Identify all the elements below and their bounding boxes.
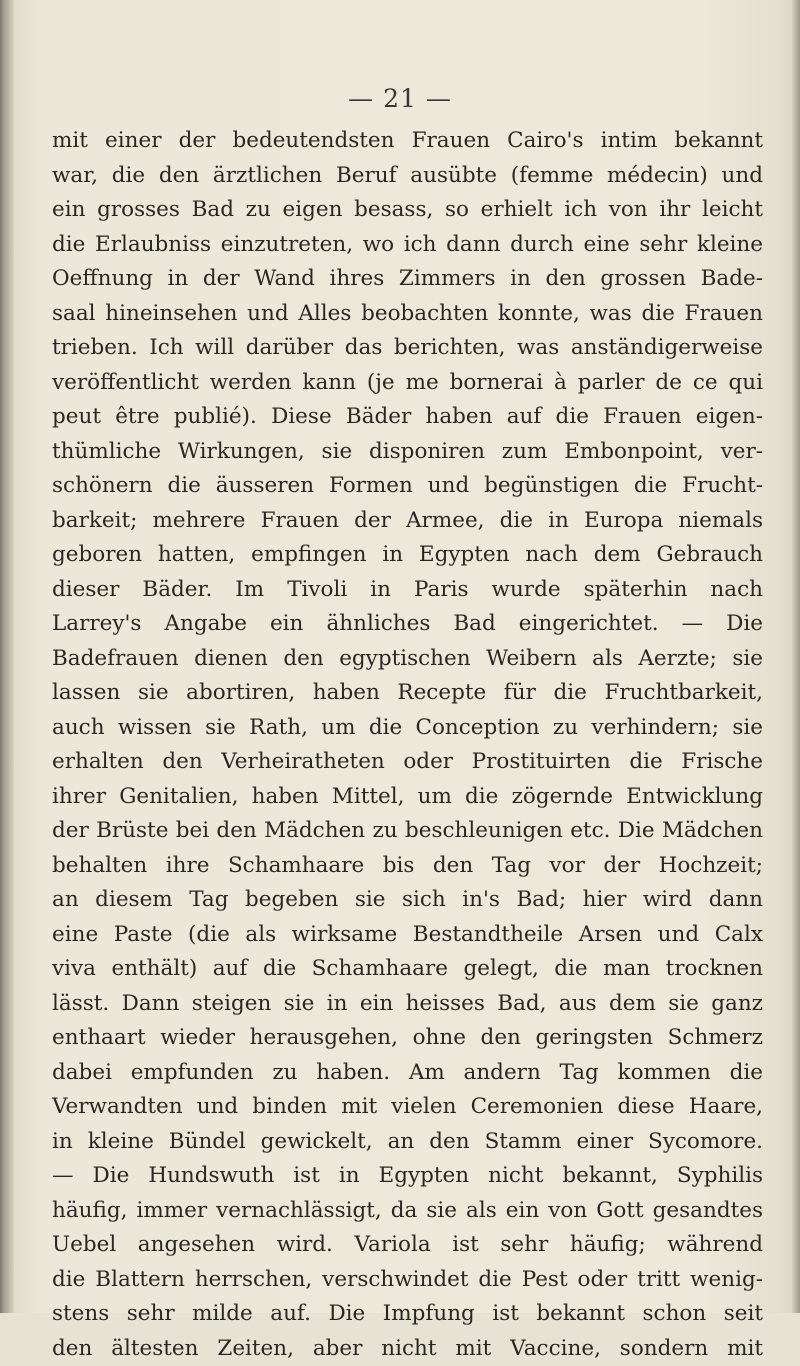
text-line: — Die Hundswuth ist in Egypten nicht bekannt, Syphilis	[52, 1159, 763, 1194]
text-line: in kleine Bündel gewickelt, an den Stamm einer Sycomore.	[52, 1125, 763, 1160]
text-line: saal hineinsehen und Alles beobachten konnte, was die Frauen	[52, 297, 763, 332]
text-line: ein grosses Bad zu eigen besass, so erhielt ich von ihr leicht	[52, 193, 763, 228]
text-line: behalten ihre Schamhaare bis den Tag vor der Hochzeit;	[52, 849, 763, 884]
text-line: die Blattern herrschen, verschwindet die Pest oder tritt wenig-	[52, 1263, 763, 1298]
text-line: veröffentlicht werden kann (je me bornerai à parler de ce qui	[52, 366, 763, 401]
text-line: Larrey's Angabe ein ähnliches Bad eingerichtet. — Die	[52, 607, 763, 642]
text-line: eine Paste (die als wirksame Bestandtheile Arsen und Calx	[52, 918, 763, 953]
text-line: der Brüste bei den Mädchen zu beschleunigen etc. Die Mädchen	[52, 814, 763, 849]
text-line: lässt. Dann steigen sie in ein heisses Bad, aus dem sie ganz	[52, 987, 763, 1022]
text-line: den ältesten Zeiten, aber nicht mit Vaccine, sondern mit	[52, 1332, 763, 1366]
text-line: erhalten den Verheiratheten oder Prostituirten die Frische	[52, 745, 763, 780]
text-line: Verwandten und binden mit vielen Ceremonien diese Haare,	[52, 1090, 763, 1125]
text-line: an diesem Tag begeben sie sich in's Bad; hier wird dann	[52, 883, 763, 918]
text-line: die Erlaubniss einzutreten, wo ich dann durch eine sehr kleine	[52, 228, 763, 263]
text-line: lassen sie abortiren, haben Recepte für die Fruchtbarkeit,	[52, 676, 763, 711]
page-binding-edge	[0, 0, 14, 1313]
page-outer-edge	[792, 0, 800, 1313]
body-text	[52, 124, 763, 1366]
text-line: thümliche Wirkungen, sie disponiren zum Embonpoint, ver-	[52, 435, 763, 470]
text-line: trieben. Ich will darüber das berichten, was anständigerweise	[52, 331, 763, 366]
text-line: enthaart wieder herausgehen, ohne den geringsten Schmerz	[52, 1021, 763, 1056]
text-line: viva enthält) auf die Schamhaare gelegt, die man trocknen	[52, 952, 763, 987]
text-line: mit einer der bedeutendsten Frauen Cairo's intim bekannt	[52, 124, 763, 159]
text-line: dabei empfunden zu haben. Am andern Tag kommen die	[52, 1056, 763, 1091]
text-line: ihrer Genitalien, haben Mittel, um die zögernde Entwicklung	[52, 780, 763, 815]
page-number: — 21 —	[0, 84, 800, 113]
text-line: auch wissen sie Rath, um die Conception zu verhindern; sie	[52, 711, 763, 746]
text-line: Badefrauen dienen den egyptischen Weibern als Aerzte; sie	[52, 642, 763, 677]
text-line: Oeffnung in der Wand ihres Zimmers in den grossen Bade-	[52, 262, 763, 297]
text-line: peut être publié). Diese Bäder haben auf die Frauen eigen-	[52, 400, 763, 435]
text-line: stens sehr milde auf. Die Impfung ist bekannt schon seit	[52, 1297, 763, 1332]
text-line: war, die den ärztlichen Beruf ausübte (femme médecin) und	[52, 159, 763, 194]
text-line: dieser Bäder. Im Tivoli in Paris wurde späterhin nach	[52, 573, 763, 608]
text-line: Uebel angesehen wird. Variola ist sehr häufig; während	[52, 1228, 763, 1263]
text-line: häufig, immer vernachlässigt, da sie als ein von Gott gesandtes	[52, 1194, 763, 1229]
text-line: barkeit; mehrere Frauen der Armee, die in Europa niemals	[52, 504, 763, 539]
text-line: geboren hatten, empfingen in Egypten nach dem Gebrauch	[52, 538, 763, 573]
text-line: schönern die äusseren Formen und begünstigen die Frucht-	[52, 469, 763, 504]
